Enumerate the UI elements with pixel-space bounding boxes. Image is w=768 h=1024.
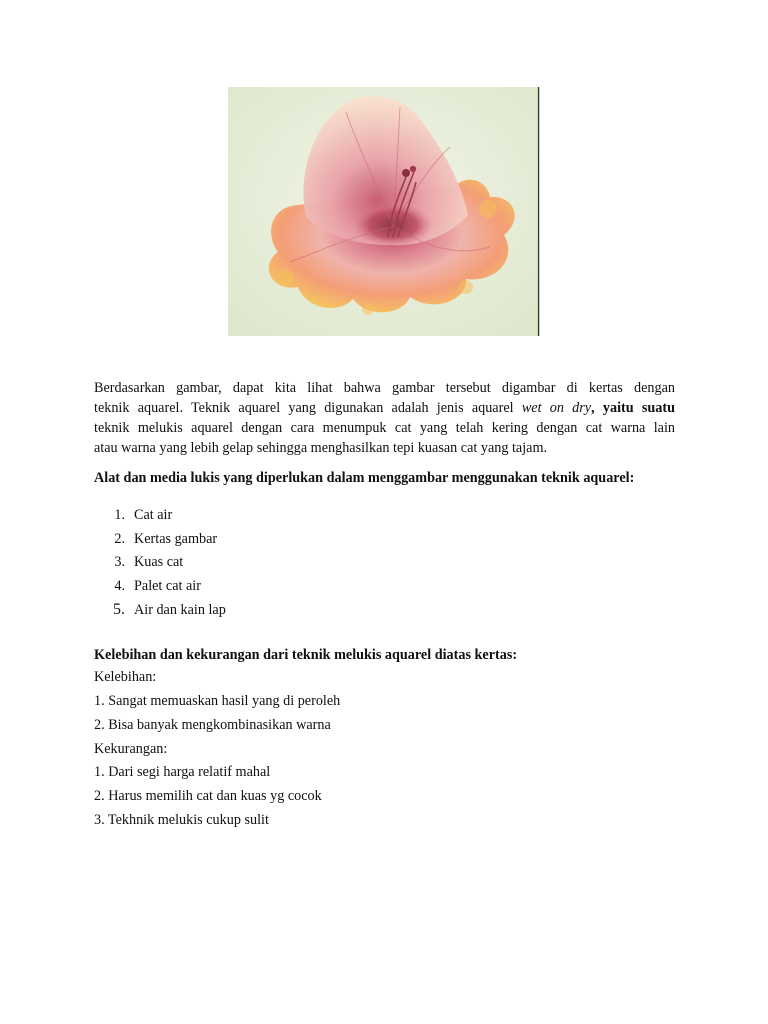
list-item: [94, 527, 675, 551]
cons-section: [94, 738, 675, 833]
paragraph-line: teknik melukis aquarel dengan cara menumpuk cat yang telah kering dengan cat warna lain: [94, 420, 675, 436]
pros-cons-heading: Kelebihan dan kekurangan dari teknik melukis aquarel diatas kertas:: [94, 647, 518, 664]
intro-paragraph: [94, 378, 675, 458]
italic-term: wet on dry: [521, 400, 592, 416]
cons-label: Kekurangan:: [94, 740, 168, 757]
list-item: [94, 550, 675, 574]
list-text: Kuas cat: [134, 554, 184, 571]
pros-item: 1. Sangat memuaskan hasil yang di peroleh: [94, 693, 341, 710]
paragraph-line: atau warna yang lebih gelap sehingga menghasilkan tepi kuasan cat yang tajam.: [94, 440, 548, 456]
hibiscus-painting-icon: [228, 87, 540, 336]
pros-section: [94, 666, 675, 737]
list-item: [94, 503, 675, 527]
pros-label: Kelebihan:: [94, 669, 157, 686]
cons-item: 3. Tekhnik melukis cukup sulit: [94, 811, 269, 828]
paragraph-text: , yaitu suatu: [591, 400, 675, 416]
tools-list: [94, 503, 675, 621]
list-text: Kertas gambar: [134, 530, 218, 547]
list-number: 4.: [114, 577, 125, 594]
pros-item: 2. Bisa banyak mengkombinasikan warna: [94, 716, 331, 733]
paragraph-text: teknik aquarel. Teknik aquarel yang digunakan adalah jenis aquarel: [94, 400, 522, 416]
list-text: Cat air: [134, 506, 173, 523]
list-text: Palet cat air: [134, 577, 201, 594]
list-item: [94, 598, 675, 622]
paragraph-line: Berdasarkan gambar, dapat kita lihat bahwa gambar tersebut digambar di kertas dengan: [94, 380, 675, 396]
tools-heading: Alat dan media lukis yang diperlukan dalam menggambar menggunakan teknik aquarel:: [94, 470, 635, 486]
paragraph-line: [94, 398, 675, 418]
list-number: 3.: [114, 554, 125, 571]
cons-item: 2. Harus memilih cat dan kuas yg cocok: [94, 787, 322, 804]
list-text: Air dan kain lap: [134, 601, 226, 618]
cons-item: 1. Dari segi harga relatif mahal: [94, 764, 271, 781]
list-number: 5.: [113, 600, 125, 618]
list-item: [94, 574, 675, 598]
document-body: [94, 378, 675, 832]
list-number: 1.: [114, 506, 125, 523]
list-number: 2.: [114, 530, 125, 547]
watercolor-flower-image: [228, 87, 540, 336]
